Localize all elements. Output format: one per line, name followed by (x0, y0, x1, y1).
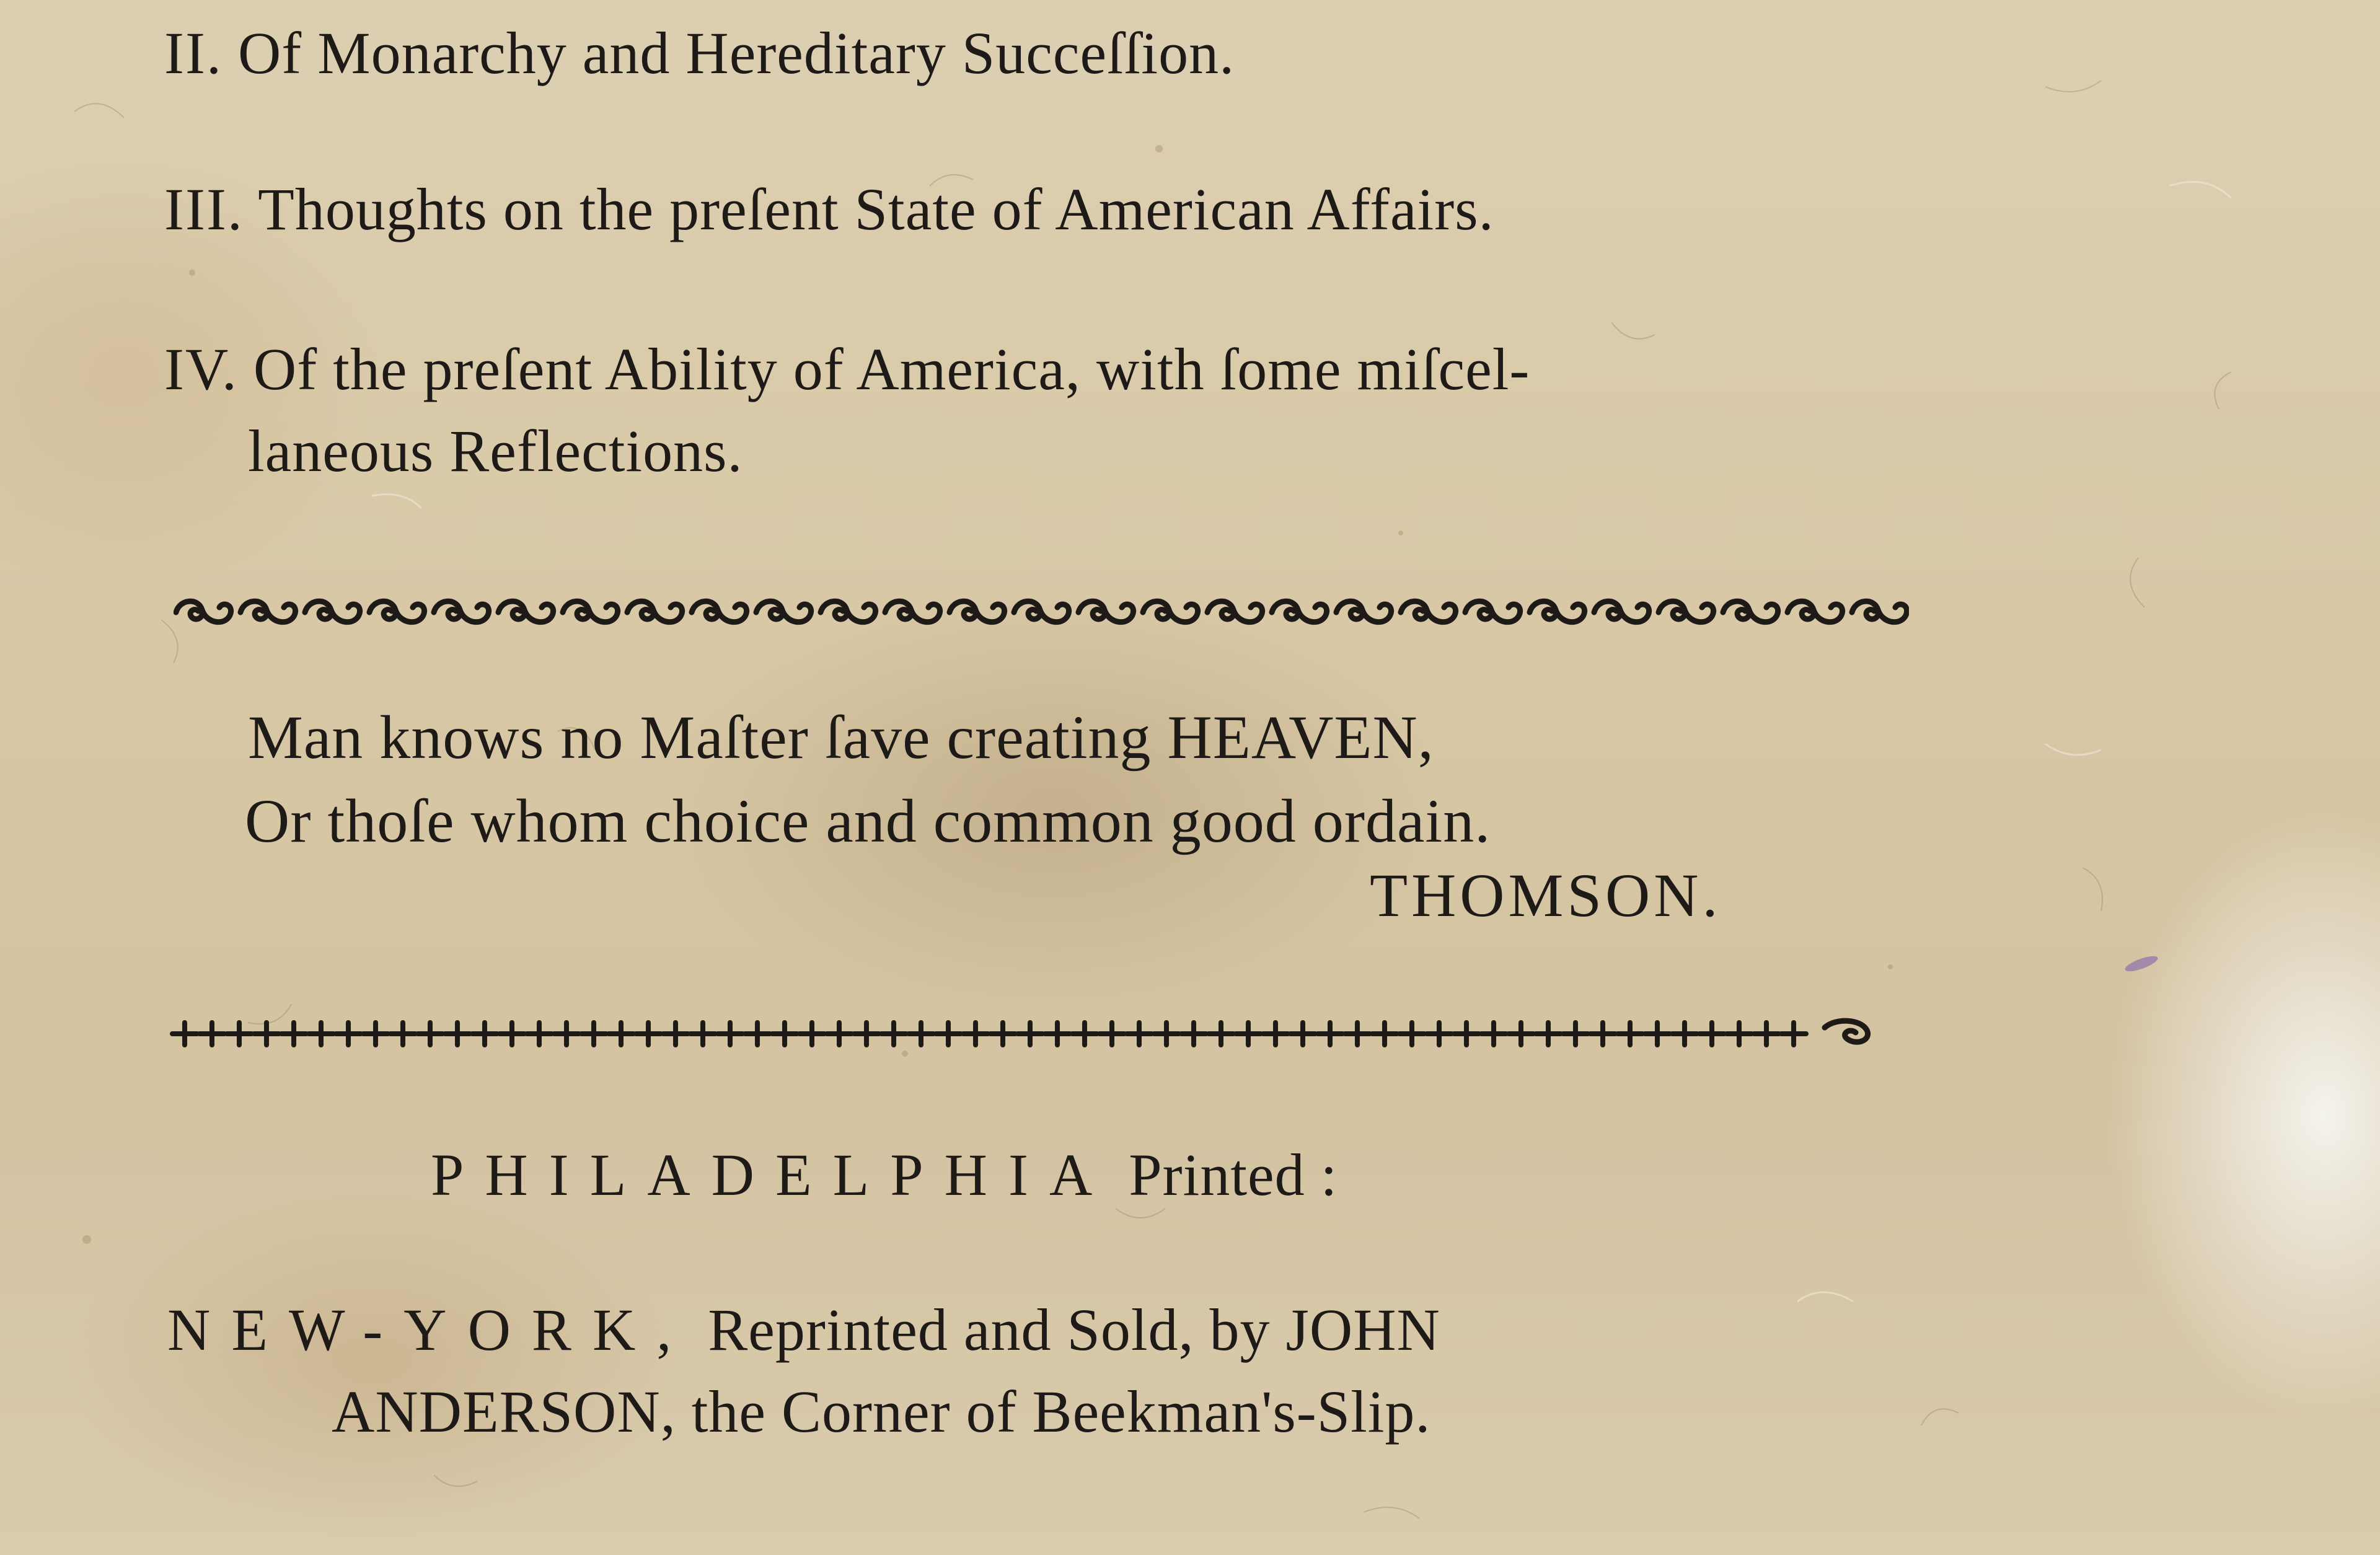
imprint-newyork-line-1 (167, 1297, 1440, 1363)
contents-item-4 (164, 336, 1530, 402)
imprint-philadelphia (431, 1142, 1338, 1208)
contents-text: Of Monarchy and Hereditary Succeſſion. (237, 20, 1235, 86)
epigraph-attribution: THOMSON. (1370, 861, 1722, 930)
imprint-reprint-text: Reprinted and Sold, by JOHN (708, 1297, 1440, 1363)
contents-item-2 (164, 20, 1235, 86)
imprint-newyork-line-2: ANDERSON, the Corner of Beekman's-Slip. (332, 1378, 1431, 1445)
contents-numeral: IV. (164, 336, 238, 402)
epigraph-line-2: Or thoſe whom choice and common good ordain. (245, 786, 1491, 855)
imprint-place-suffix: Printed : (1129, 1142, 1338, 1208)
contents-text: Of the preſent Ability of America, with ſome miſcel- (253, 336, 1530, 402)
contents-numeral: III. (164, 176, 244, 242)
contents-item-3 (164, 176, 1494, 242)
scroll-ornament-rule (174, 588, 1909, 637)
contents-numeral: II. (164, 20, 223, 86)
cross-ornament-rule (169, 1009, 1904, 1059)
contents-item-4-continuation: laneous Reflections. (248, 418, 743, 484)
imprint-reprint-place: NEW-YORK, (167, 1297, 693, 1363)
contents-text: Thoughts on the preſent State of American Affairs. (258, 176, 1494, 242)
epigraph-line-1: Man knows no Maſter ſave creating HEAVEN, (248, 703, 1434, 772)
imprint-place-word: PHILADELPHIA (431, 1142, 1114, 1208)
